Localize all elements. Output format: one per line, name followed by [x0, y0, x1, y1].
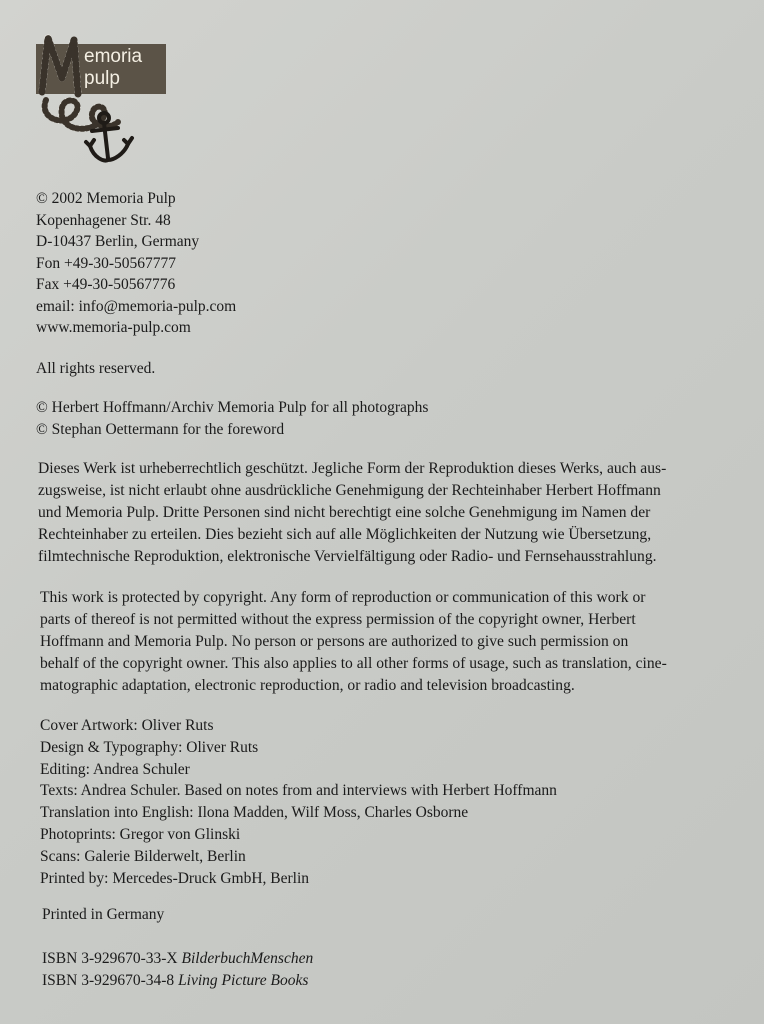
isbn-title: Living Picture Books: [178, 971, 309, 989]
paragraph-line: Rechteinhaber zu erteilen. Dies bezieht sich auf alle Möglichkeiten der Nutzung wie Übersetzung,: [38, 526, 652, 543]
paragraph-line: matographic adaptation, electronic reproduction, or radio and television broadcasting.: [40, 677, 575, 694]
email-line: email: info@memoria-pulp.com: [36, 297, 237, 315]
paragraph-line: parts of thereof is not permitted without the express permission of the copyright owner, Herbert: [40, 611, 636, 628]
printed-in: [42, 904, 164, 926]
credit-line: Design & Typography: Oliver Ruts: [40, 738, 259, 756]
logo-text-pulp: pulp: [84, 68, 120, 89]
isbn-list: [42, 948, 313, 991]
isbn-title: BilderbuchMenschen: [181, 950, 314, 967]
credit-line: Translation into English: Ilona Madden, Wilf Moss, Charles Osborne: [40, 804, 469, 822]
isbn-number: ISBN 3-929670-34-8: [42, 971, 175, 989]
foreword-credit-line: © Stephan Oettermann for the foreword: [36, 420, 285, 438]
english-copyright-notice: [40, 587, 730, 697]
rights-line: All rights reserved.: [36, 360, 156, 377]
production-credits: [40, 715, 557, 889]
credit-line: Cover Artwork: Oliver Ruts: [40, 717, 214, 734]
street-line: Kopenhagener Str. 48: [36, 211, 171, 229]
credit-line: Editing: Andrea Schuler: [40, 760, 190, 778]
credit-line: Printed by: Mercedes-Druck GmbH, Berlin: [40, 869, 310, 887]
rights-statement: [36, 358, 155, 380]
rope-anchor-icon: [28, 30, 168, 170]
phone-line: Fon +49-30-50567777: [36, 254, 177, 272]
publisher-address: [36, 188, 236, 339]
paragraph-line: filmtechnische Reproduktion, elektronische Vervielfältigung oder Radio- und Fernsehausstrahlung.: [38, 548, 657, 565]
paragraph-line: Dieses Werk ist urheberrechtlich geschützt. Jegliche Form der Reproduktion dieses Werks, auch aus-: [38, 460, 667, 477]
credit-line: Scans: Galerie Bilderwelt, Berlin: [40, 847, 246, 865]
memoria-pulp-logo: [28, 30, 168, 170]
isbn-line: [42, 970, 313, 992]
credit-line: Photoprints: Gregor von Glinski: [40, 825, 241, 843]
logo-text-memoria: emoria: [84, 46, 143, 67]
german-copyright-notice: [38, 458, 728, 568]
printed-in-line: Printed in Germany: [42, 906, 165, 923]
paragraph-line: zugsweise, ist nicht erlaubt ohne ausdrückliche Genehmigung der Rechteinhaber Herbert Hoffmann: [38, 482, 661, 499]
paragraph-line: This work is protected by copyright. Any form of reproduction or communication of this work or: [40, 589, 646, 606]
website-line: www.memoria-pulp.com: [36, 319, 191, 336]
city-line: D-10437 Berlin, Germany: [36, 233, 200, 250]
copyright-line: © 2002 Memoria Pulp: [36, 190, 176, 207]
credit-line: Texts: Andrea Schuler. Based on notes from and interviews with Herbert Hoffmann: [40, 782, 557, 800]
isbn-line: [42, 948, 313, 970]
paragraph-line: und Memoria Pulp. Dritte Personen sind nicht berechtigt eine solche Genehmigung im Namen der: [38, 504, 651, 521]
paragraph-line: behalf of the copyright owner. This also applies to all other forms of usage, such as translation, cine-: [40, 655, 667, 672]
paragraph-line: Hoffmann and Memoria Pulp. No person or persons are authorized to give such permission on: [40, 633, 629, 650]
fax-line: Fax +49-30-50567776: [36, 276, 176, 293]
photo-credits: [36, 397, 428, 440]
photo-credit-line: © Herbert Hoffmann/Archiv Memoria Pulp for all photographs: [36, 399, 429, 416]
isbn-number: ISBN 3-929670-33-X: [42, 950, 178, 967]
